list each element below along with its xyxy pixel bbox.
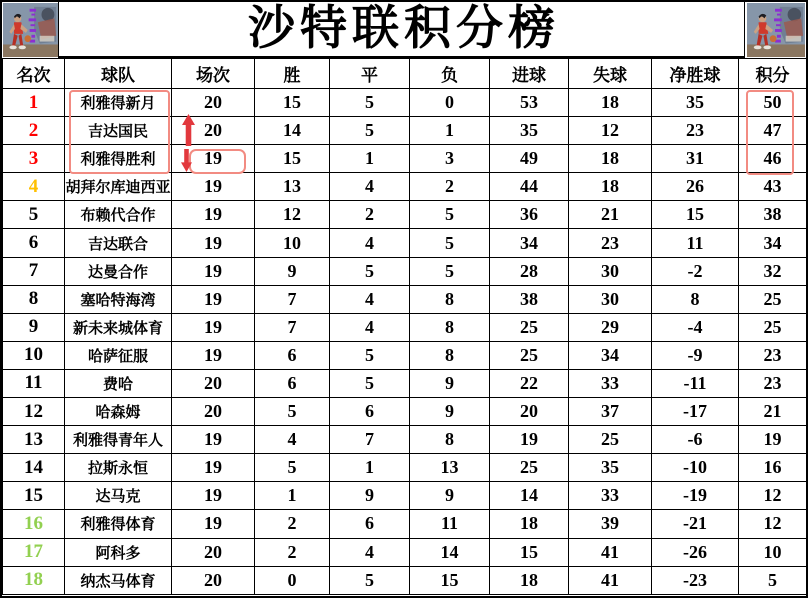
cell-goal-diff: -9 xyxy=(652,341,739,369)
cell-draw: 5 xyxy=(330,566,410,594)
cell-goals-for: 22 xyxy=(490,369,569,397)
cell-win: 15 xyxy=(255,89,330,117)
cell-goal-diff: 23 xyxy=(652,117,739,145)
page-title: 沙特联积分榜 xyxy=(248,3,560,55)
cell-goals-for: 49 xyxy=(490,145,569,173)
header-row xyxy=(3,59,807,89)
cell-team-name: 利雅得青年人 xyxy=(65,426,172,454)
cell-played: 19 xyxy=(172,285,255,313)
cell-played: 20 xyxy=(172,566,255,594)
cell-draw: 1 xyxy=(330,454,410,482)
cell-loss: 1 xyxy=(410,117,490,145)
table-row xyxy=(3,201,807,229)
cell-draw: 6 xyxy=(330,510,410,538)
cell-loss: 5 xyxy=(410,229,490,257)
cell-goals-for: 25 xyxy=(490,454,569,482)
col-header-draw: 平 xyxy=(330,59,410,89)
cell-goal-diff: 35 xyxy=(652,89,739,117)
cell-rank: 16 xyxy=(3,510,65,538)
table-row xyxy=(3,229,807,257)
cell-draw: 5 xyxy=(330,369,410,397)
cell-goals-against: 33 xyxy=(569,369,652,397)
cell-played: 19 xyxy=(172,313,255,341)
table-row xyxy=(3,510,807,538)
cell-draw: 5 xyxy=(330,89,410,117)
table-row xyxy=(3,454,807,482)
cell-goal-diff: 8 xyxy=(652,285,739,313)
cell-win: 9 xyxy=(255,257,330,285)
cell-draw: 4 xyxy=(330,538,410,566)
cell-goal-diff: -2 xyxy=(652,257,739,285)
table-row xyxy=(3,173,807,201)
cell-points: 25 xyxy=(739,313,807,341)
cell-rank: 11 xyxy=(3,369,65,397)
cell-played: 19 xyxy=(172,257,255,285)
cell-team-name: 吉达国民 xyxy=(65,117,172,145)
cell-goal-diff: 15 xyxy=(652,201,739,229)
cell-win: 0 xyxy=(255,566,330,594)
cell-rank: 13 xyxy=(3,426,65,454)
cell-loss: 5 xyxy=(410,201,490,229)
cell-goals-against: 18 xyxy=(569,145,652,173)
cell-points: 10 xyxy=(739,538,807,566)
cell-loss: 8 xyxy=(410,285,490,313)
cell-team-name: 阿科多 xyxy=(65,538,172,566)
cell-goals-against: 23 xyxy=(569,229,652,257)
cell-goal-diff: 26 xyxy=(652,173,739,201)
cell-loss: 5 xyxy=(410,257,490,285)
cell-rank: 7 xyxy=(3,257,65,285)
cell-loss: 9 xyxy=(410,369,490,397)
cell-points: 38 xyxy=(739,201,807,229)
cell-rank: 2 xyxy=(3,117,65,145)
cell-loss: 3 xyxy=(410,145,490,173)
cell-played: 20 xyxy=(172,117,255,145)
col-header-played: 场次 xyxy=(172,59,255,89)
cell-win: 12 xyxy=(255,201,330,229)
cell-team-name: 哈萨征服 xyxy=(65,341,172,369)
cell-goals-against: 33 xyxy=(569,482,652,510)
cell-goal-diff: -19 xyxy=(652,482,739,510)
cell-goals-against: 12 xyxy=(569,117,652,145)
cell-team-name: 布赖代合作 xyxy=(65,201,172,229)
cell-points: 34 xyxy=(739,229,807,257)
cell-win: 6 xyxy=(255,369,330,397)
cell-win: 13 xyxy=(255,173,330,201)
table-row xyxy=(3,426,807,454)
cell-played: 19 xyxy=(172,426,255,454)
cell-goals-for: 25 xyxy=(490,313,569,341)
cell-goals-for: 38 xyxy=(490,285,569,313)
cell-draw: 5 xyxy=(330,341,410,369)
cell-rank: 6 xyxy=(3,229,65,257)
col-header-points: 积分 xyxy=(739,59,807,89)
cell-loss: 13 xyxy=(410,454,490,482)
cell-goals-against: 35 xyxy=(569,454,652,482)
cell-points: 12 xyxy=(739,510,807,538)
cell-team-name: 费哈 xyxy=(65,369,172,397)
cell-team-name: 胡拜尔库迪西亚 xyxy=(65,173,172,201)
cell-loss: 15 xyxy=(410,566,490,594)
table-row xyxy=(3,145,807,173)
cell-goals-against: 34 xyxy=(569,341,652,369)
cell-points: 19 xyxy=(739,426,807,454)
cell-rank: 1 xyxy=(3,89,65,117)
cell-team-name: 吉达联合 xyxy=(65,229,172,257)
cell-played: 19 xyxy=(172,482,255,510)
cell-goals-for: 18 xyxy=(490,510,569,538)
cell-win: 6 xyxy=(255,341,330,369)
cell-goals-for: 28 xyxy=(490,257,569,285)
col-header-goals-for: 进球 xyxy=(490,59,569,89)
cell-team-name: 利雅得胜利 xyxy=(65,145,172,173)
table-row xyxy=(3,341,807,369)
cell-goals-against: 25 xyxy=(569,426,652,454)
cell-loss: 8 xyxy=(410,426,490,454)
cell-team-name: 新未来城体育 xyxy=(65,313,172,341)
cell-played: 19 xyxy=(172,229,255,257)
cell-goals-for: 53 xyxy=(490,89,569,117)
cell-goals-against: 39 xyxy=(569,510,652,538)
cell-goals-for: 36 xyxy=(490,201,569,229)
basketball-players-artwork-icon xyxy=(747,3,805,57)
cell-team-name: 达马克 xyxy=(65,482,172,510)
col-header-loss: 负 xyxy=(410,59,490,89)
cell-points: 5 xyxy=(739,566,807,594)
cell-rank: 9 xyxy=(3,313,65,341)
cell-goals-for: 20 xyxy=(490,398,569,426)
cell-points: 46 xyxy=(739,145,807,173)
cell-rank: 12 xyxy=(3,398,65,426)
cell-rank: 5 xyxy=(3,201,65,229)
table-row xyxy=(3,369,807,397)
cell-goals-against: 41 xyxy=(569,538,652,566)
cell-points: 12 xyxy=(739,482,807,510)
cell-played: 20 xyxy=(172,369,255,397)
cell-loss: 14 xyxy=(410,538,490,566)
cell-draw: 5 xyxy=(330,117,410,145)
cell-team-name: 哈森姆 xyxy=(65,398,172,426)
table-row xyxy=(3,89,807,117)
cell-loss: 9 xyxy=(410,482,490,510)
cell-draw: 5 xyxy=(330,257,410,285)
table-row xyxy=(3,566,807,594)
cell-points: 50 xyxy=(739,89,807,117)
cell-goals-for: 34 xyxy=(490,229,569,257)
cell-goals-against: 37 xyxy=(569,398,652,426)
cell-win: 4 xyxy=(255,426,330,454)
cell-goals-against: 29 xyxy=(569,313,652,341)
cell-played: 19 xyxy=(172,454,255,482)
cell-points: 25 xyxy=(739,285,807,313)
cell-team-name: 拉斯永恒 xyxy=(65,454,172,482)
cell-loss: 2 xyxy=(410,173,490,201)
cell-goals-against: 41 xyxy=(569,566,652,594)
cell-loss: 9 xyxy=(410,398,490,426)
cell-goal-diff: -10 xyxy=(652,454,739,482)
cell-points: 43 xyxy=(739,173,807,201)
cell-draw: 2 xyxy=(330,201,410,229)
cell-win: 7 xyxy=(255,313,330,341)
cell-played: 20 xyxy=(172,538,255,566)
table-row xyxy=(3,398,807,426)
cell-team-name: 达曼合作 xyxy=(65,257,172,285)
title-band xyxy=(2,2,806,58)
cell-played: 19 xyxy=(172,341,255,369)
cell-points: 23 xyxy=(739,341,807,369)
cell-draw: 1 xyxy=(330,145,410,173)
col-header-win: 胜 xyxy=(255,59,330,89)
cell-goal-diff: -26 xyxy=(652,538,739,566)
cell-goals-for: 35 xyxy=(490,117,569,145)
cell-draw: 6 xyxy=(330,398,410,426)
cell-win: 2 xyxy=(255,538,330,566)
cell-points: 23 xyxy=(739,369,807,397)
table-row xyxy=(3,285,807,313)
cell-draw: 7 xyxy=(330,426,410,454)
cell-played: 20 xyxy=(172,89,255,117)
cell-team-name: 利雅得体育 xyxy=(65,510,172,538)
cell-played: 19 xyxy=(172,145,255,173)
cell-played: 19 xyxy=(172,201,255,229)
standings-table xyxy=(2,58,807,595)
cell-win: 1 xyxy=(255,482,330,510)
cell-goals-for: 18 xyxy=(490,566,569,594)
cell-rank: 14 xyxy=(3,454,65,482)
cell-goal-diff: -6 xyxy=(652,426,739,454)
table-row xyxy=(3,117,807,145)
cell-goal-diff: -23 xyxy=(652,566,739,594)
table-row xyxy=(3,257,807,285)
cell-loss: 0 xyxy=(410,89,490,117)
cell-goal-diff: -4 xyxy=(652,313,739,341)
basketball-players-artwork-icon xyxy=(3,3,58,57)
cell-goals-against: 21 xyxy=(569,201,652,229)
col-header-goal-diff: 净胜球 xyxy=(652,59,739,89)
cell-draw: 4 xyxy=(330,313,410,341)
table-row xyxy=(3,538,807,566)
cell-loss: 11 xyxy=(410,510,490,538)
corner-art-right xyxy=(744,2,806,58)
cell-goal-diff: 11 xyxy=(652,229,739,257)
cell-team-name: 利雅得新月 xyxy=(65,89,172,117)
cell-goals-for: 19 xyxy=(490,426,569,454)
cell-win: 2 xyxy=(255,510,330,538)
cell-goal-diff: -17 xyxy=(652,398,739,426)
cell-played: 20 xyxy=(172,398,255,426)
table-row xyxy=(3,313,807,341)
cell-win: 5 xyxy=(255,398,330,426)
cell-rank: 8 xyxy=(3,285,65,313)
cell-played: 19 xyxy=(172,173,255,201)
cell-goals-against: 18 xyxy=(569,89,652,117)
cell-team-name: 纳杰马体育 xyxy=(65,566,172,594)
cell-goals-against: 30 xyxy=(569,285,652,313)
cell-goals-for: 14 xyxy=(490,482,569,510)
cell-team-name: 塞哈特海湾 xyxy=(65,285,172,313)
cell-draw: 4 xyxy=(330,285,410,313)
cell-rank: 15 xyxy=(3,482,65,510)
cell-goals-for: 15 xyxy=(490,538,569,566)
cell-points: 21 xyxy=(739,398,807,426)
cell-win: 5 xyxy=(255,454,330,482)
cell-win: 14 xyxy=(255,117,330,145)
table-row xyxy=(3,482,807,510)
cell-played: 19 xyxy=(172,510,255,538)
cell-goals-for: 44 xyxy=(490,173,569,201)
corner-art-left xyxy=(2,2,59,58)
col-header-team: 球队 xyxy=(65,59,172,89)
cell-win: 15 xyxy=(255,145,330,173)
cell-rank: 3 xyxy=(3,145,65,173)
cell-rank: 4 xyxy=(3,173,65,201)
cell-rank: 17 xyxy=(3,538,65,566)
cell-goals-against: 18 xyxy=(569,173,652,201)
cell-loss: 8 xyxy=(410,341,490,369)
cell-goals-against: 30 xyxy=(569,257,652,285)
cell-goal-diff: -21 xyxy=(652,510,739,538)
col-header-rank: 名次 xyxy=(3,59,65,89)
col-header-goals-against: 失球 xyxy=(569,59,652,89)
cell-loss: 8 xyxy=(410,313,490,341)
cell-points: 47 xyxy=(739,117,807,145)
cell-rank: 10 xyxy=(3,341,65,369)
cell-goals-for: 25 xyxy=(490,341,569,369)
cell-rank: 18 xyxy=(3,566,65,594)
cell-draw: 4 xyxy=(330,229,410,257)
cell-win: 7 xyxy=(255,285,330,313)
cell-win: 10 xyxy=(255,229,330,257)
cell-draw: 9 xyxy=(330,482,410,510)
cell-goal-diff: -11 xyxy=(652,369,739,397)
cell-points: 32 xyxy=(739,257,807,285)
cell-draw: 4 xyxy=(330,173,410,201)
cell-points: 16 xyxy=(739,454,807,482)
cell-goal-diff: 31 xyxy=(652,145,739,173)
